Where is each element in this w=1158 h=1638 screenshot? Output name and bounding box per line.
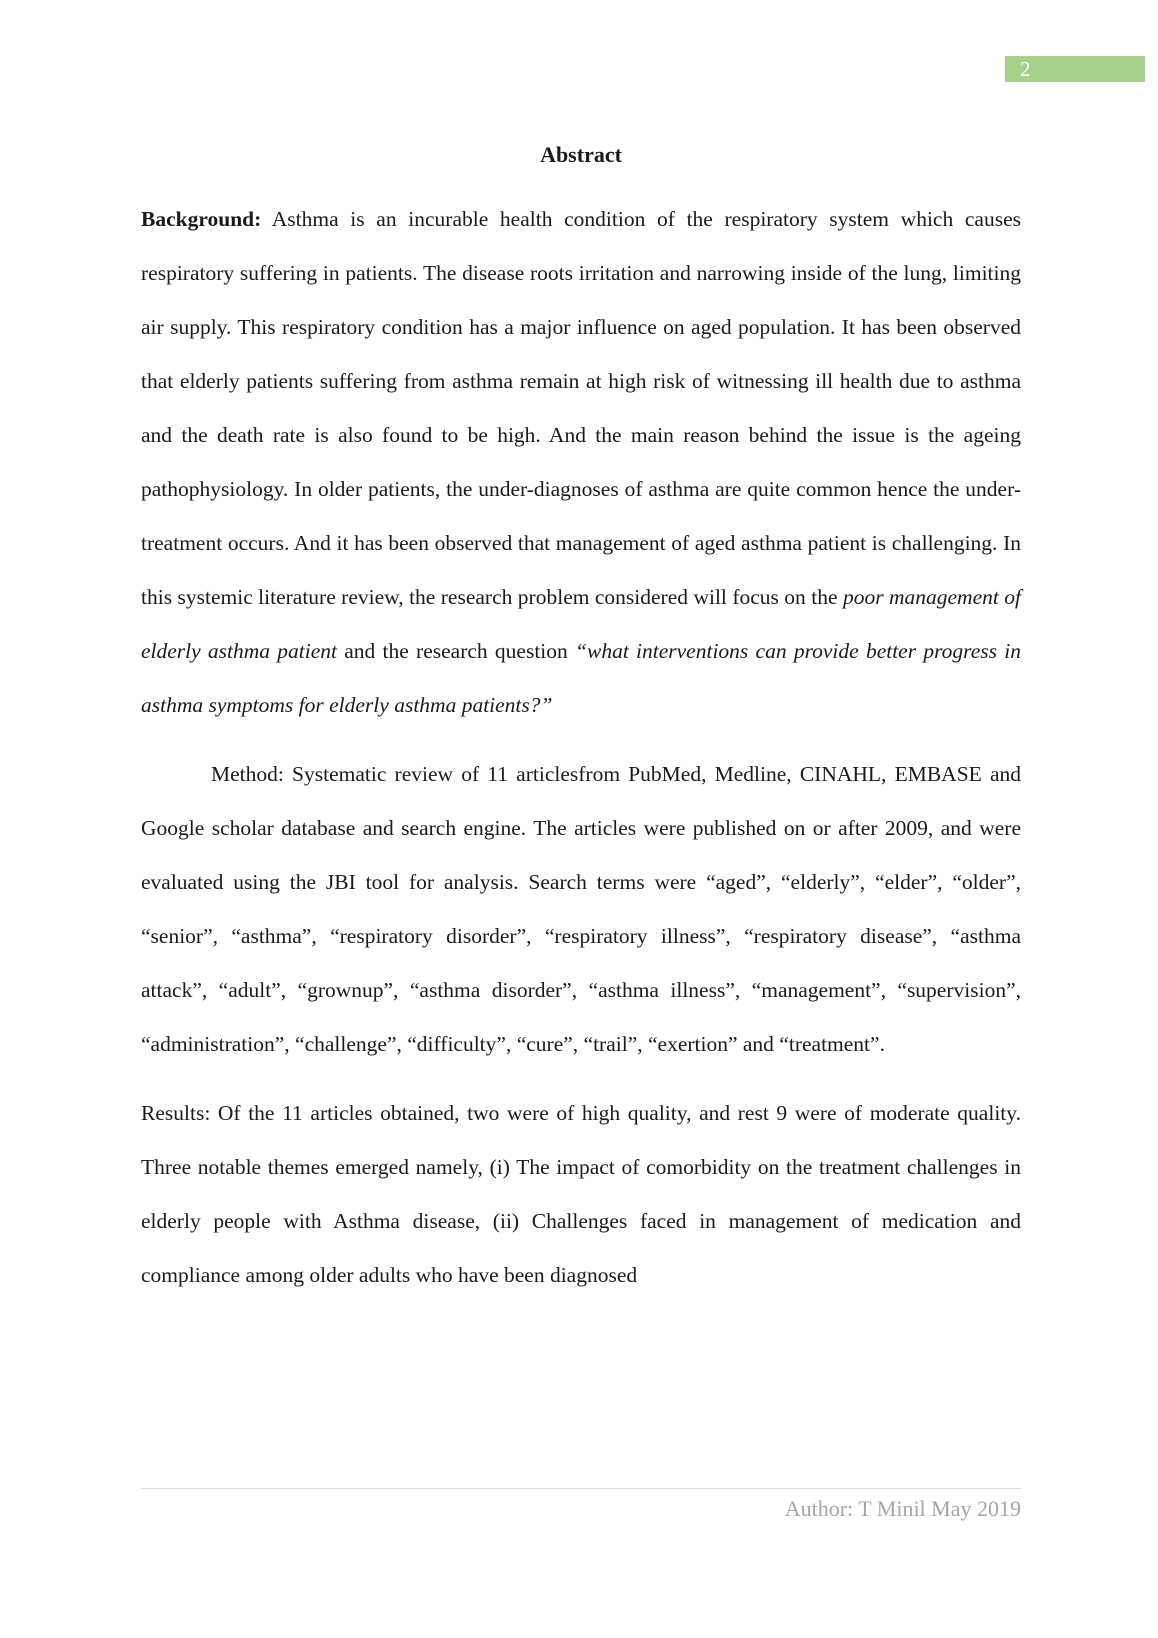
footer-divider [141,1488,1021,1489]
research-problem: poor management of elderly asthma patient [141,585,1021,663]
background-text-1: Asthma is an incurable health condition of the respiratory system which causes respiratory suffering in patients. The disease roots irritation and narrowing inside of the lung, limiting air supply. This respiratory condition has a major influence on aged population. It has been observed that elderly patients suffering from asthma remain at high risk of witnessing ill health due to asthma and the death rate is also found to be high. And the main reason behind the issue is the ageing pathophysiology. In older patients, the under-diagnoses of asthma are quite common hence the under-treatment occurs. And it has been observed that management of aged asthma patient is challenging. In this systemic literature review, the research problem considered will focus on the [141,207,1021,609]
background-paragraph [141,192,1021,732]
research-question: “what interventions can provide better progress in asthma symptoms for elderly asthma patients?” [141,639,1021,717]
abstract-title: Abstract [540,142,622,167]
abstract-section [141,130,1021,1302]
page-number-badge [1005,56,1145,82]
results-paragraph: Results: Of the 11 articles obtained, two were of high quality, and rest 9 were of moderate quality. Three notable themes emerged namely, (i) The impact of comorbidity on the treatment challenges in elderly people with Asthma disease, (ii) Challenges faced in management of medication and compliance among older adults who have been diagnosed [141,1101,1021,1287]
background-text-2: and the research question [337,639,576,663]
background-label: Background: [141,207,262,231]
page-number: 2 [1020,57,1031,81]
method-paragraph: Method: Systematic review of 11 articlesfrom PubMed, Medline, CINAHL, EMBASE and Google scholar database and search engine. The articles were published on or after 2009, and were evaluated using the JBI tool for analysis. Search terms were “aged”, “elderly”, “elder”, “older”, “senior”, “asthma”, “respiratory disorder”, “respiratory illness”, “respiratory disease”, “asthma attack”, “adult”, “grownup”, “asthma disorder”, “asthma illness”, “management”, “supervision”, “administration”, “challenge”, “difficulty”, “cure”, “trail”, “exertion” and “treatment”. [141,762,1021,1056]
footer-author: Author: T Minil May 2019 [784,1496,1021,1521]
